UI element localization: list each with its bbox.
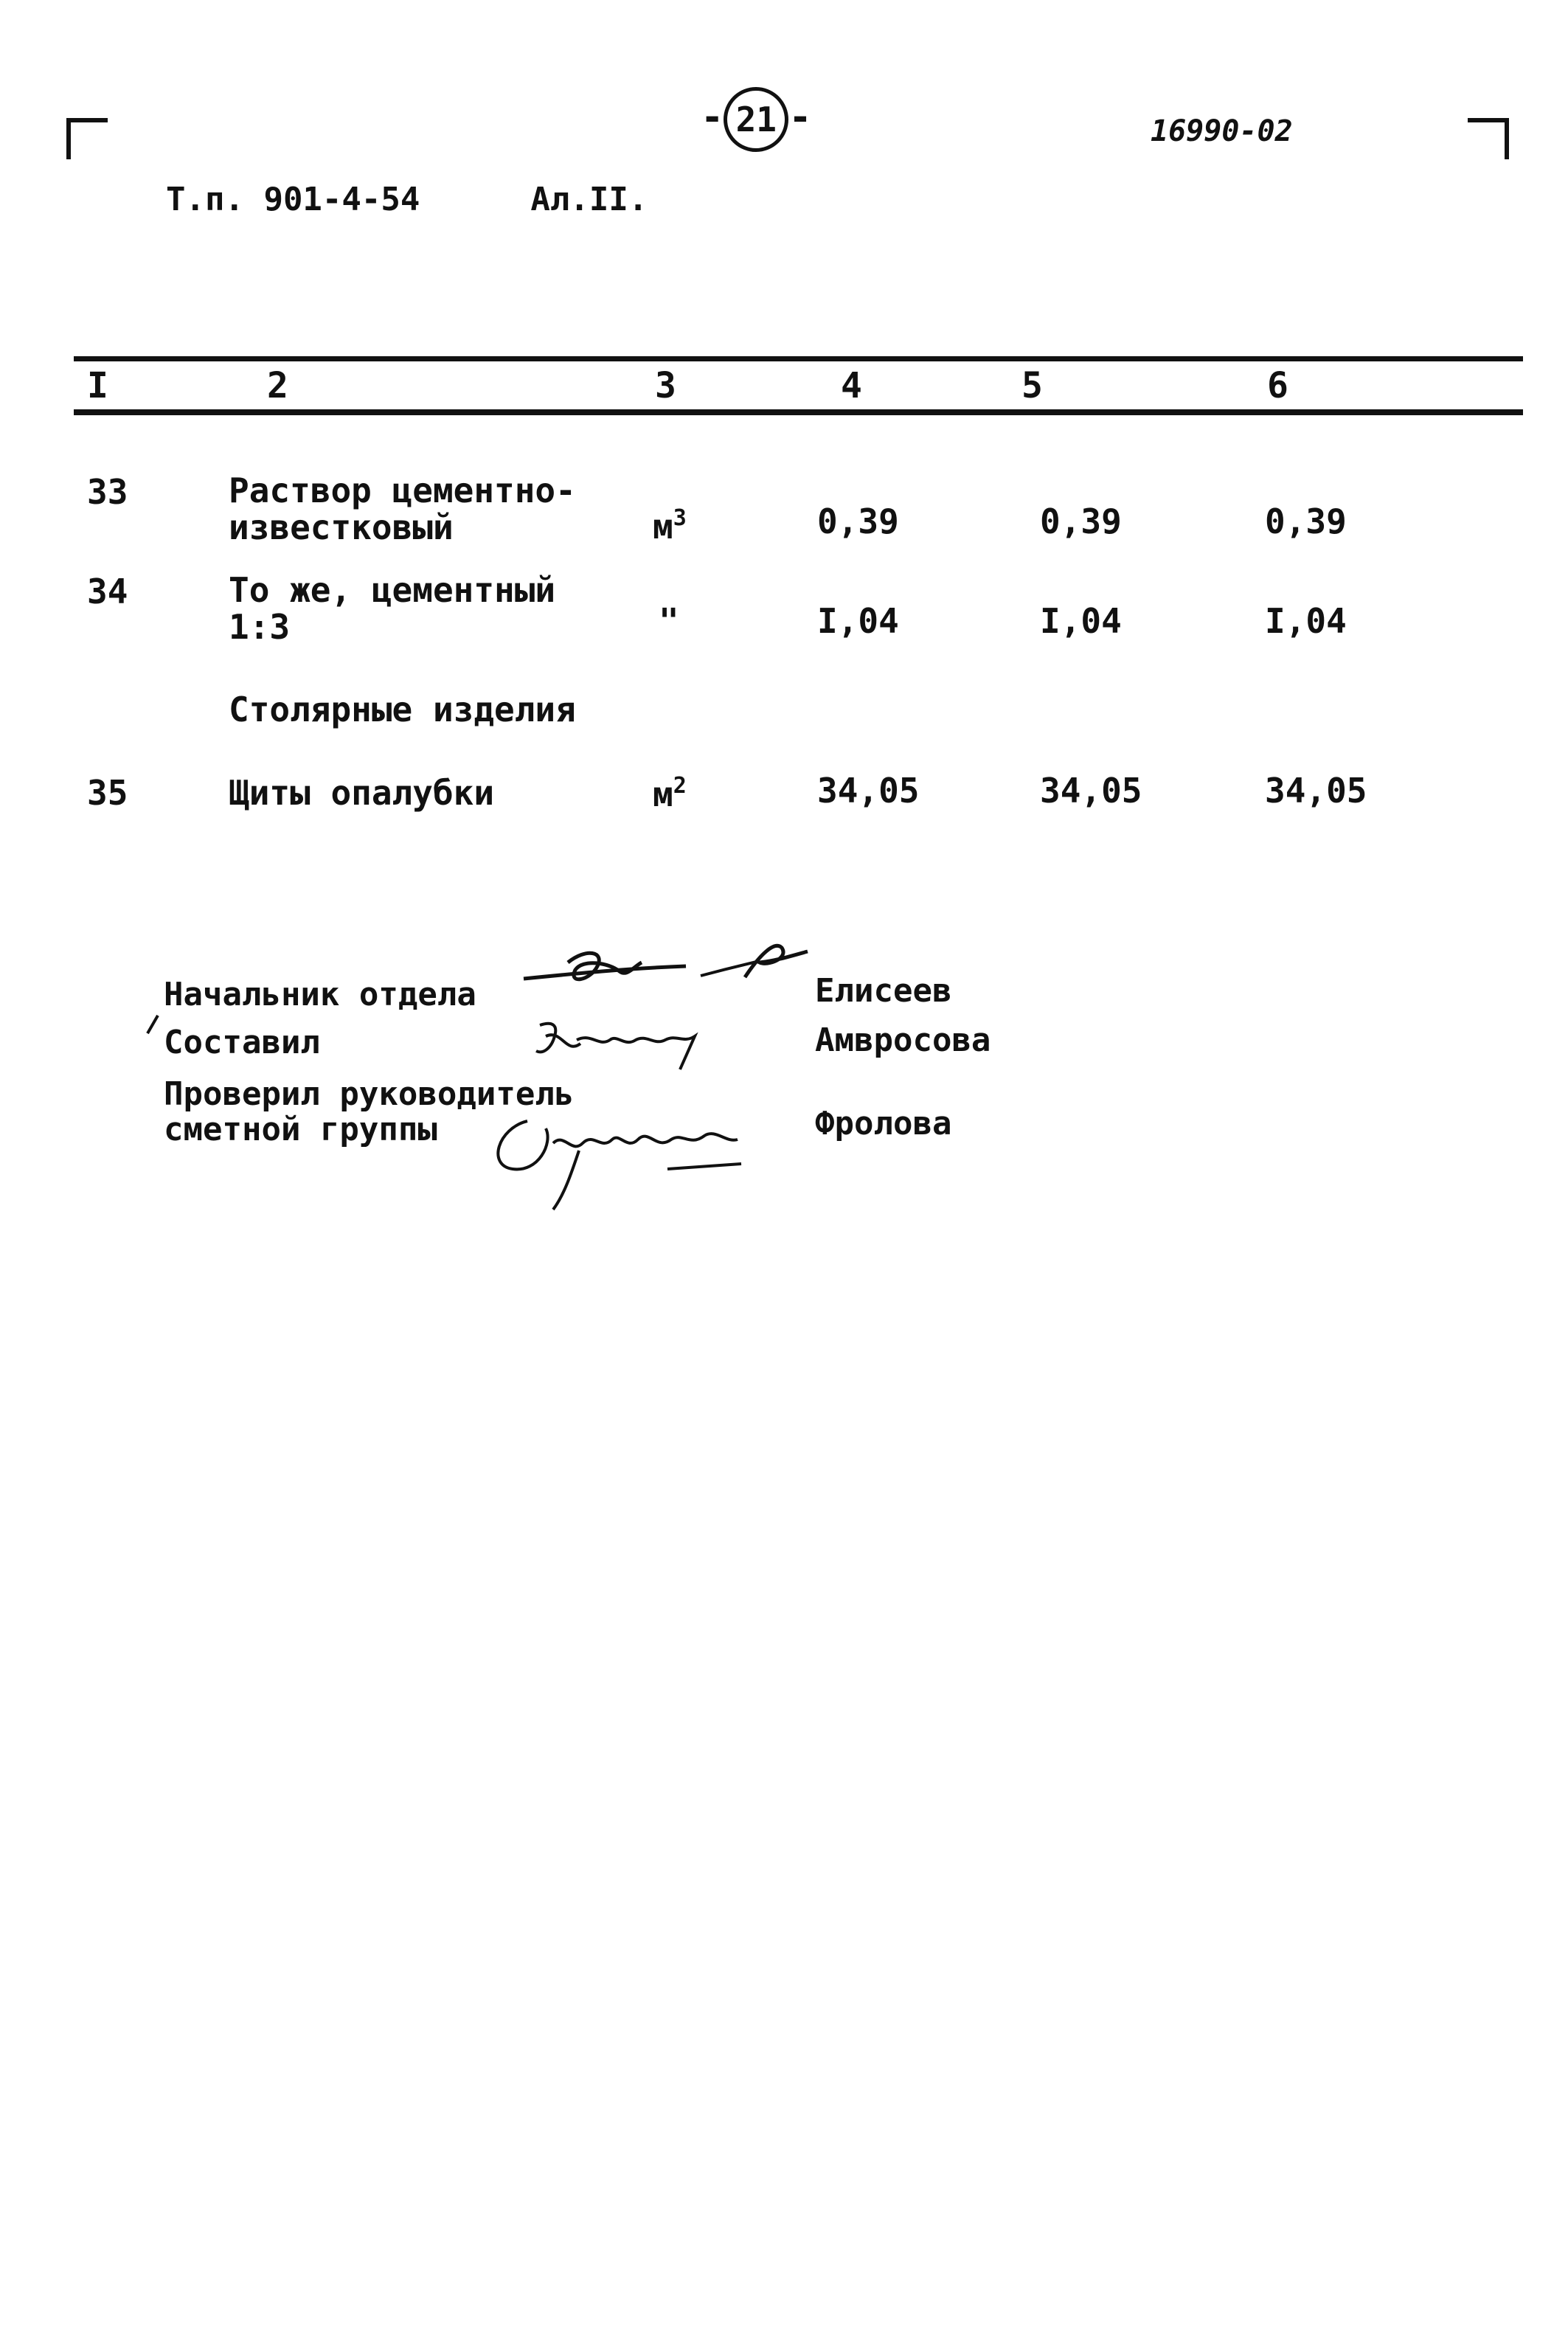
- unit-exponent: 3: [673, 505, 687, 531]
- row-number: 34: [87, 572, 128, 611]
- row-unit: ": [659, 601, 679, 641]
- page-number-prefix: -: [701, 95, 724, 139]
- row-number: 35: [87, 773, 128, 813]
- row-value-col4: 34,05: [817, 771, 920, 811]
- row-value-col6: I,04: [1265, 601, 1347, 641]
- signature-label-checked-line-1: Проверил руководитель: [164, 1075, 575, 1113]
- row-value-col5: I,04: [1040, 601, 1122, 641]
- document-reference: [166, 181, 648, 218]
- row-name-line-1: Раствор цементно-: [229, 471, 576, 510]
- row-name-line-2: 1:3: [229, 607, 291, 647]
- column-header-6: 6: [1267, 365, 1288, 406]
- column-header-5: 5: [1021, 365, 1043, 406]
- signature-name-head: Елисеев: [815, 972, 952, 1010]
- signature-label-compiled: Составил: [164, 1024, 320, 1061]
- section-heading: Столярные изделия: [229, 690, 576, 729]
- column-header-4: 4: [841, 365, 862, 406]
- row-unit: [653, 505, 687, 547]
- handwritten-signature-checked: [483, 1099, 763, 1217]
- signature-name-checked: Фролова: [815, 1105, 952, 1142]
- row-name: Щиты опалубки: [229, 773, 495, 813]
- unit-text: м: [653, 507, 673, 547]
- row-value-col6: 34,05: [1265, 771, 1367, 811]
- corner-mark-top-right: [1468, 118, 1509, 159]
- column-header-3: 3: [655, 365, 676, 406]
- row-name: [229, 572, 555, 645]
- page-number: [701, 87, 812, 152]
- page-number-circle: 21: [724, 87, 788, 152]
- row-value-col5: 34,05: [1040, 771, 1142, 811]
- row-name-line-1: То же, цементный: [229, 570, 556, 610]
- document-code: 16990-02: [1151, 114, 1293, 148]
- corner-mark-top-left: [66, 118, 108, 159]
- sheet-ref: Ал.II.: [530, 181, 648, 218]
- row-value-col4: 0,39: [817, 502, 899, 541]
- handwritten-signature-compiled: [525, 1003, 717, 1092]
- signature-label-head: Начальник отдела: [164, 976, 476, 1013]
- table-rule-top: [74, 356, 1523, 361]
- row-name: [229, 472, 576, 546]
- row-value-col6: 0,39: [1265, 502, 1347, 541]
- margin-tick-mark: [146, 1015, 159, 1034]
- unit-exponent: 2: [673, 773, 687, 799]
- row-value-col4: I,04: [817, 601, 899, 641]
- signature-label-checked-line-2: сметной группы: [164, 1111, 437, 1148]
- page-number-suffix: -: [788, 95, 812, 139]
- project-ref: Т.п. 901-4-54: [166, 181, 420, 218]
- row-number: 33: [87, 472, 128, 512]
- column-header-1: I: [87, 365, 108, 406]
- row-name-line-2: известковый: [229, 507, 454, 547]
- handwritten-signature-head: [516, 933, 811, 1007]
- column-header-2: 2: [267, 365, 288, 406]
- table-rule-bottom: [74, 409, 1523, 415]
- signature-name-compiled: Амвросова: [815, 1021, 991, 1059]
- row-unit: [653, 773, 687, 814]
- row-value-col5: 0,39: [1040, 502, 1122, 541]
- unit-text: м: [653, 774, 673, 814]
